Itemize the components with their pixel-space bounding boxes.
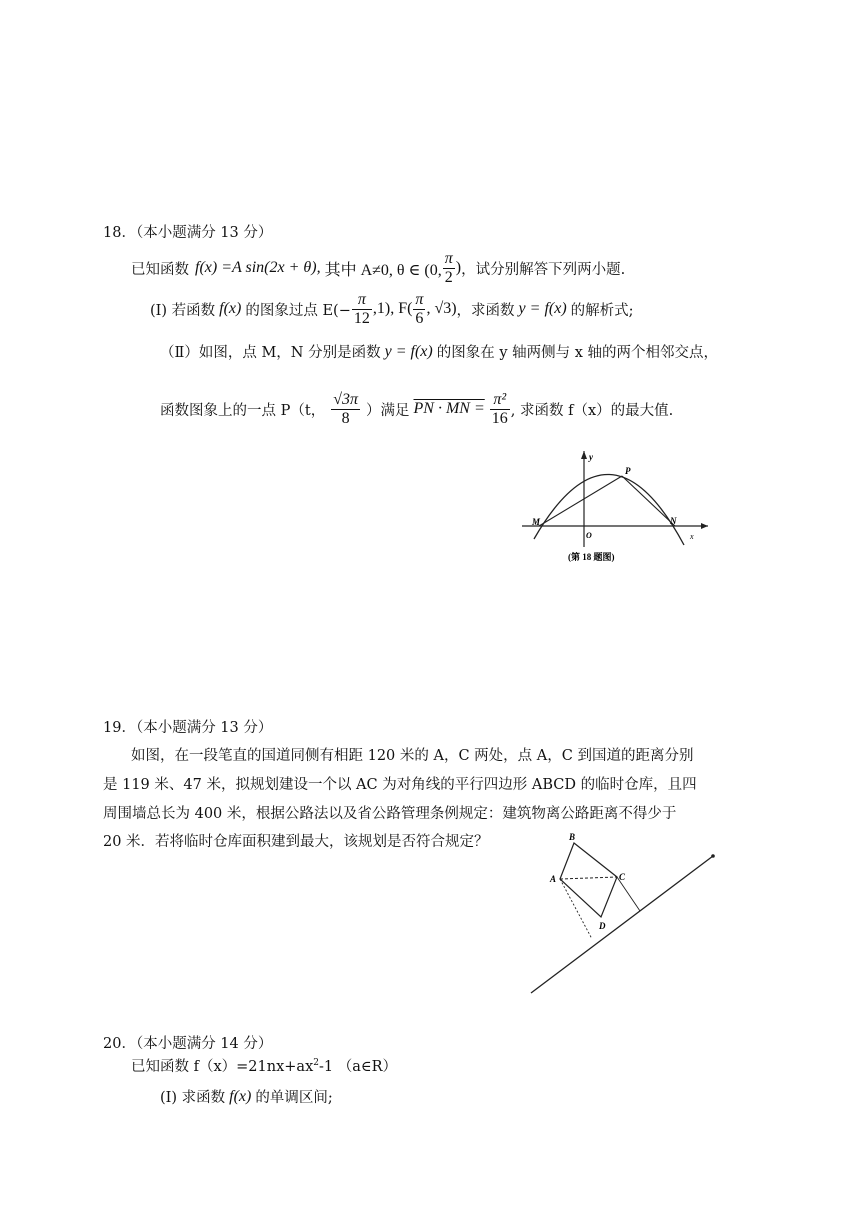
q20-header: 20．（本小题满分 14 分） <box>103 1036 273 1052</box>
q18-part1-e-den: 12 <box>353 309 370 327</box>
q18-part2-vector-expr: PN · MN = <box>413 400 485 417</box>
q18-figure-label-m: M <box>532 517 541 527</box>
q19-figure-label-d: D <box>599 921 606 931</box>
q18-part2-p-den: 8 <box>341 409 350 427</box>
q18-condition-fraction <box>443 250 455 286</box>
q18-function-rhs: A sin(2x + θ), <box>232 259 321 276</box>
q18-part1-e-fraction <box>352 291 372 327</box>
q18-part2-r-den: 16 <box>491 409 508 427</box>
q18-header: 18．（本小题满分 13 分） <box>103 225 273 241</box>
q18-part1-f-num: π <box>415 290 424 308</box>
q18-part1-y-fx: y = f(x) <box>518 300 567 317</box>
q18-condition-fraction-num: π <box>444 249 453 267</box>
q18-figure-label-y: y <box>589 452 593 462</box>
q18-function-lhs: f(x) = <box>195 259 232 276</box>
q18-condition-fraction-den: 2 <box>444 268 453 286</box>
q18-figure-x-arrow <box>701 523 708 529</box>
q20-line1-post: -1 （a∈R） <box>318 1059 398 1075</box>
q20-line1-pre: 已知函数 f（x）=21nx+ax <box>131 1059 314 1075</box>
q18-part1-e-post: ,1), F( <box>372 300 413 317</box>
q18-part2-p-num: √3π <box>333 390 358 408</box>
q18-figure-label-p: P <box>625 466 631 476</box>
q18-figure-segment-pn <box>622 476 675 526</box>
q18-part2-line2 <box>160 386 673 432</box>
q18-part1-f-fraction <box>413 291 425 327</box>
q18-figure-curve <box>534 474 684 545</box>
q18-figure-y-arrow <box>581 451 587 459</box>
q20-part1 <box>160 1086 333 1107</box>
q19-figure-diagonal-ac <box>560 877 617 879</box>
q18-figure-label-x: x <box>690 532 694 541</box>
q18-figure <box>518 447 713 567</box>
q18-statement-post: ，试分别解答下列两小题. <box>461 261 626 278</box>
q18-condition-pre: 其中 A≠0, θ ∈ (0, <box>324 261 442 279</box>
q20-line1 <box>131 1055 397 1076</box>
q19-line1: 如图，在一段笔直的国道同侧有相距 120 米的 A，C 两处，点 A，C 到国道的距离分别 <box>131 748 694 764</box>
q18-condition-post: ) <box>455 259 462 276</box>
q18-part2-line1-pre: （Ⅱ）如图，点 M，N 分别是函数 <box>160 345 381 361</box>
q18-figure-caption: (第 18 题图) <box>568 552 615 562</box>
q19-figure-label-c: C <box>619 872 626 882</box>
q18-statement <box>131 248 625 288</box>
q18-part2-r-num: π² <box>490 391 510 410</box>
q20-part1-pre: (I) 求函数 <box>160 1090 226 1106</box>
q18-part2-r-fraction <box>490 391 510 427</box>
q18-part2-line2-mid: ）满足 <box>366 402 410 419</box>
q18-part1 <box>150 289 634 329</box>
q18-statement-pre: 已知函数 <box>131 261 189 278</box>
q18-part1-fx: f(x) <box>219 300 242 317</box>
q18-part1-tail: 的解析式; <box>570 302 634 319</box>
q19-figure <box>522 830 722 1000</box>
q18-part1-label: (I) 若函数 <box>150 302 216 319</box>
q20-part1-fx: f(x) <box>229 1087 252 1105</box>
q19-header: 19．（本小题满分 13 分） <box>103 720 273 736</box>
q19-figure-parallelogram <box>560 843 617 917</box>
q18-part2-line2-post: , 求函数 f（x）的最大值. <box>510 402 674 419</box>
q18-figure-label-n: N <box>670 516 677 526</box>
q19-figure-perp-c <box>617 877 640 911</box>
q18-part1-mid: 的图象过点 E(− <box>245 302 351 319</box>
q19-figure-road-end <box>711 854 715 858</box>
q18-part2-p-fraction <box>331 391 360 427</box>
q18-part1-f-post: , √3) <box>426 300 457 317</box>
q18-part2-line1-post: 的图象在 y 轴两侧与 x 轴的两个相邻交点， <box>436 345 719 361</box>
q20-line1-sup: 2 <box>313 1058 319 1069</box>
q19-line2: 是 119 米、47 米，拟规划建设一个以 AC 为对角线的平行四边形 ABCD 的临时仓库，且四 <box>103 777 697 793</box>
q18-part2-y-fx: y = f(x) <box>384 342 433 360</box>
q19-line4: 20 米．若将临时仓库面积建到最大，该规划是否符合规定？ <box>103 834 489 850</box>
q19-line3: 周围墙总长为 400 米，根据公路法以及省公路管理条例规定：建筑物离公路距离不得少于 <box>103 806 677 822</box>
q18-part2-line2-pre: 函数图象上的一点 P（t， <box>160 402 326 419</box>
q19-figure-label-b: B <box>569 832 576 842</box>
q19-figure-label-a: A <box>550 874 557 884</box>
q19-figure-perp-a <box>560 879 592 939</box>
q18-part1-tail-pre: ，求函数 <box>456 302 515 319</box>
q18-figure-label-o: O <box>586 531 592 540</box>
q18-part1-f-den: 6 <box>415 309 424 327</box>
q18-part2-line1 <box>160 341 718 362</box>
q20-part1-post: 的单调区间; <box>255 1090 333 1106</box>
q18-part1-e-num: π <box>352 291 372 310</box>
